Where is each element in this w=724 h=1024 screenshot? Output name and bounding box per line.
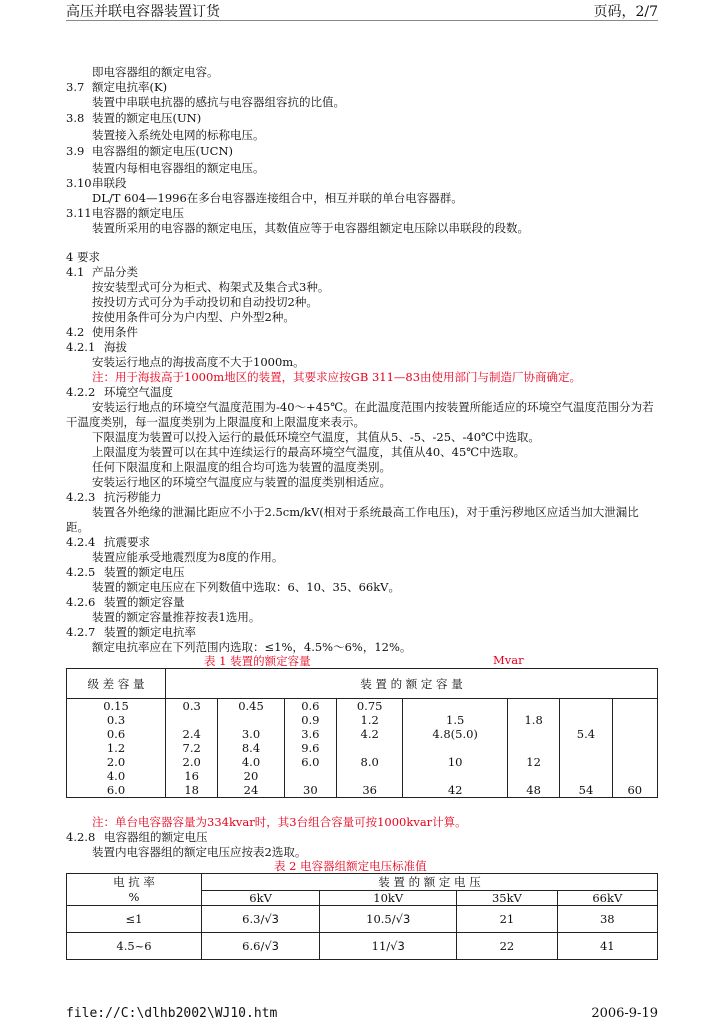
clause-number: 4.2.1 bbox=[66, 340, 96, 354]
clause-3-11 bbox=[66, 206, 184, 221]
text-line: 装置应能承受地震烈度为8度的作用。 bbox=[92, 550, 284, 564]
table2-cell-value: 10.5/ bbox=[366, 912, 396, 926]
clause-heading: 电容器组的额定电压(UCN) bbox=[92, 144, 234, 158]
text-line: DL/T 604—1996在多台电容器连接组合中，相互并联的单台电容器群。 bbox=[92, 191, 463, 205]
text-line: 装置所采用的电容器的额定电压，其数值应等于电容器组额定电压除以串联段的段数。 bbox=[92, 221, 529, 235]
clause-number: 4.2.6 bbox=[66, 595, 96, 609]
table1-step: 2.0 bbox=[67, 755, 166, 769]
clause-number: 4.2.8 bbox=[66, 830, 96, 844]
table1-cell bbox=[403, 699, 508, 714]
text-line: 装置的额定容量推荐按表1选用。 bbox=[92, 610, 261, 624]
table1-cell: 4.8(5.0) bbox=[403, 727, 508, 741]
table2-col-35kv: 35kV bbox=[457, 891, 557, 906]
file-path: file://C:\dlhb2002\WJ10.htm bbox=[66, 1006, 278, 1021]
clause-4-1 bbox=[66, 265, 138, 280]
table1-cell bbox=[507, 727, 559, 741]
table2-cell-value: 6.6/ bbox=[242, 939, 265, 953]
table2-left-header-1: 电 抗 率 bbox=[113, 874, 155, 889]
text-line: 按投切方式可分为手动投切和自动投切2种。 bbox=[92, 295, 318, 309]
text-line: 上限温度为装置可以在其中连续运行的最高环境空气温度，其值从40、45℃中选取。 bbox=[92, 445, 526, 459]
table1-cell: 7.2 bbox=[166, 741, 218, 755]
table1-cell: 10 bbox=[403, 755, 508, 769]
table1-cell: 0.9 bbox=[284, 713, 336, 727]
table1-cell: 1.5 bbox=[403, 713, 508, 727]
table1-cell: 4.2 bbox=[337, 727, 403, 741]
table2-ratio: ≤1 bbox=[67, 906, 202, 933]
clause-heading: 海拔 bbox=[104, 340, 127, 354]
table1-step: 1.2 bbox=[67, 741, 166, 755]
print-date: 2006-9-19 bbox=[591, 1006, 658, 1021]
text-line: 按使用条件可分为户内型、户外型2种。 bbox=[92, 310, 295, 324]
table1-cell bbox=[507, 741, 559, 755]
table1-cell bbox=[403, 741, 508, 755]
table2-header: 装 置 的 额 定 电 压 bbox=[202, 874, 658, 891]
clause-number: 4.2.7 bbox=[66, 625, 96, 639]
text-paragraph: 装置各外绝缘的泄漏比距应不小于2.5cm/kV(相对于系统最高工作电压)，对于重污秽地区应适当加大泄漏比距。 bbox=[66, 505, 639, 534]
table1-cell: 48 bbox=[507, 783, 559, 798]
table1-cell: 60 bbox=[612, 783, 657, 798]
clause-4-2-8 bbox=[66, 830, 208, 845]
text-line: 装置内电容器组的额定电压应按表2选取。 bbox=[92, 845, 307, 859]
clause-4-2-4 bbox=[66, 535, 150, 550]
table2-caption: 表 2 电容器组额定电压标准值 bbox=[274, 859, 427, 873]
table1-cell bbox=[560, 699, 612, 714]
clause-heading: 串联段 bbox=[92, 176, 127, 190]
clause-4-2-2 bbox=[66, 385, 173, 400]
table1-cell: 8.0 bbox=[337, 755, 403, 769]
table1-cell bbox=[218, 713, 284, 727]
table2-left-header-2: % bbox=[128, 889, 140, 904]
table-row bbox=[67, 769, 658, 783]
text-line: 装置接入系统处电网的标称电压。 bbox=[92, 128, 265, 142]
table1-cell bbox=[166, 713, 218, 727]
table-row bbox=[67, 783, 658, 798]
clause-heading: 装置的额定电抗率 bbox=[104, 625, 196, 639]
table2-cell bbox=[320, 933, 457, 960]
page-footer bbox=[66, 1006, 658, 1021]
table1-cell: 12 bbox=[507, 755, 559, 769]
clause-number: 4.2.3 bbox=[66, 490, 96, 504]
table1-cell: 0.75 bbox=[337, 699, 403, 714]
table1-cell bbox=[612, 755, 657, 769]
sqrt-symbol: √3 bbox=[390, 939, 405, 953]
table1-cell bbox=[560, 769, 612, 783]
table1-col0-header: 级 差 容 量 bbox=[67, 669, 166, 699]
note-line: 注：用于海拔高于1000m地区的装置，其要求应按GB 311—83由使用部门与制造厂协商确定。 bbox=[92, 370, 582, 384]
table1-cell: 1.2 bbox=[337, 713, 403, 727]
table1-cell bbox=[560, 755, 612, 769]
table1-cell bbox=[337, 741, 403, 755]
table1-cell: 2.4 bbox=[166, 727, 218, 741]
table1-step: 0.6 bbox=[67, 727, 166, 741]
table1-cell: 18 bbox=[166, 783, 218, 798]
section-heading: 4 要求 bbox=[66, 250, 100, 264]
table1-cell: 1.8 bbox=[507, 713, 559, 727]
table1-cell bbox=[403, 769, 508, 783]
text-line: 安装运行地点的海拔高度不大于1000m。 bbox=[92, 355, 305, 369]
table1-cell: 3.6 bbox=[284, 727, 336, 741]
table2-col-66kv: 66kV bbox=[557, 891, 657, 906]
text-line: 任何下限温度和上限温度的组合均可选为装置的温度类别。 bbox=[92, 460, 391, 474]
table-row bbox=[67, 741, 658, 755]
table1-cell bbox=[507, 699, 559, 714]
table1-cell: 20 bbox=[218, 769, 284, 783]
header-divider bbox=[66, 20, 658, 21]
page-header bbox=[0, 0, 724, 22]
table1-cell: 5.4 bbox=[560, 727, 612, 741]
clause-4-2-5 bbox=[66, 565, 185, 580]
sqrt-symbol: √3 bbox=[264, 912, 279, 926]
clause-heading: 电容器的额定电压 bbox=[92, 206, 184, 220]
clause-heading: 装置的额定容量 bbox=[104, 595, 185, 609]
table2-cell-value: 6.3/ bbox=[242, 912, 265, 926]
table1-cell: 0.6 bbox=[284, 699, 336, 714]
clause-heading: 使用条件 bbox=[92, 325, 138, 339]
table1-step: 0.3 bbox=[67, 713, 166, 727]
table1-cell: 24 bbox=[218, 783, 284, 798]
clause-number: 3.8 bbox=[66, 111, 85, 125]
table2-cell: 22 bbox=[457, 933, 557, 960]
sqrt-symbol: √3 bbox=[395, 912, 411, 926]
table1-cell: 6.0 bbox=[284, 755, 336, 769]
clause-4-2-7 bbox=[66, 625, 196, 640]
table1-cell bbox=[284, 769, 336, 783]
clause-number: 3.10 bbox=[66, 176, 92, 190]
table1-step: 4.0 bbox=[67, 769, 166, 783]
page-number: 页码，2/7 bbox=[593, 4, 658, 20]
clause-4-2-1 bbox=[66, 340, 127, 355]
table-row bbox=[67, 713, 658, 727]
table1-header: 装 置 的 额 定 容 量 bbox=[166, 669, 658, 699]
sqrt-symbol: √3 bbox=[264, 939, 279, 953]
table2-col-6kv: 6kV bbox=[202, 891, 320, 906]
clause-3-7 bbox=[66, 80, 167, 95]
table2-cell: 41 bbox=[557, 933, 657, 960]
table2-cell-value: 11/ bbox=[371, 939, 391, 953]
text-line: 按安装型式可分为柜式、构架式及集合式3种。 bbox=[92, 280, 330, 294]
clause-heading: 额定电抗率(K) bbox=[92, 80, 168, 94]
table1-step: 6.0 bbox=[67, 783, 166, 798]
clause-number: 3.9 bbox=[66, 144, 85, 158]
table1-cell: 4.0 bbox=[218, 755, 284, 769]
text-line: 额定电抗率应在下列范围内选取：≤1%，4.5%～6%，12%。 bbox=[92, 640, 412, 654]
document-title: 高压并联电容器装置订货 bbox=[66, 4, 220, 20]
clause-number: 4.2 bbox=[66, 325, 85, 339]
table-row bbox=[67, 727, 658, 741]
clause-heading: 抗污秽能力 bbox=[104, 490, 162, 504]
table2-cell: 38 bbox=[557, 906, 657, 933]
text-line: 即电容器组的额定电容。 bbox=[92, 65, 219, 79]
clause-number: 4.2.5 bbox=[66, 565, 96, 579]
table1-cell: 0.3 bbox=[166, 699, 218, 714]
clause-number: 3.7 bbox=[66, 80, 85, 94]
table1-cell: 42 bbox=[403, 783, 508, 798]
table2-cell bbox=[320, 906, 457, 933]
table1-cell: 9.6 bbox=[284, 741, 336, 755]
clause-number: 4.2.4 bbox=[66, 535, 96, 549]
table1-cell bbox=[337, 769, 403, 783]
table1-cell: 3.0 bbox=[218, 727, 284, 741]
table1-caption: 表 1 装置的额定容量 bbox=[204, 654, 311, 668]
table1-cell: 54 bbox=[560, 783, 612, 798]
clause-heading: 抗震要求 bbox=[104, 535, 150, 549]
table1-cell bbox=[560, 713, 612, 727]
clause-3-9 bbox=[66, 144, 233, 159]
text-paragraph: 安装运行地点的环境空气温度范围为-40～+45℃。在此温度范围内按装置所能适应的环境空气温度范围分为若干温度类别，每一温度类别为上限温度和上限温度来表示。 bbox=[66, 400, 654, 429]
text-line: 装置内每相电容器组的额定电压。 bbox=[92, 161, 265, 175]
text-line: 装置的额定电压应在下列数值中选取：6、10、35、66kV。 bbox=[92, 580, 400, 594]
clause-number: 3.11 bbox=[66, 206, 92, 220]
table1-cell: 30 bbox=[284, 783, 336, 798]
capacity-table bbox=[66, 668, 658, 798]
table2-col-10kv: 10kV bbox=[320, 891, 457, 906]
table2-left-header bbox=[67, 874, 202, 906]
table1-cell: 0.45 bbox=[218, 699, 284, 714]
table1-cell bbox=[612, 727, 657, 741]
table-row bbox=[67, 699, 658, 714]
table1-cell bbox=[612, 699, 657, 714]
note-line: 注：单台电容器容量为334kvar时，其3台组合容量可按1000kvar计算。 bbox=[92, 815, 467, 829]
clause-heading: 电容器组的额定电压 bbox=[104, 830, 208, 844]
table1-unit: Mvar bbox=[493, 653, 524, 667]
table1-cell bbox=[612, 769, 657, 783]
clause-heading: 装置的额定电压 bbox=[104, 565, 185, 579]
text-line: 安装运行地区的环境空气温度应与装置的温度类别相适应。 bbox=[92, 475, 391, 489]
clause-number: 4.2.2 bbox=[66, 385, 96, 399]
clause-heading: 环境空气温度 bbox=[104, 385, 173, 399]
table1-cell bbox=[507, 769, 559, 783]
table2-ratio: 4.5~6 bbox=[67, 933, 202, 960]
table2-cell bbox=[202, 906, 320, 933]
table1-cell bbox=[560, 741, 612, 755]
table1-cell: 16 bbox=[166, 769, 218, 783]
table1-cell: 2.0 bbox=[166, 755, 218, 769]
table-row bbox=[67, 755, 658, 769]
clause-4-2-6 bbox=[66, 595, 185, 610]
text-line: 下限温度为装置可以投入运行的最低环境空气温度，其值从5、-5、-25、-40℃中选取。 bbox=[92, 430, 540, 444]
clause-number: 4.1 bbox=[66, 265, 85, 279]
table1-cell bbox=[612, 741, 657, 755]
table1-cell: 36 bbox=[337, 783, 403, 798]
text-line: 装置中串联电抗器的感抗与电容器组容抗的比值。 bbox=[92, 95, 345, 109]
clause-4-2-3 bbox=[66, 490, 162, 505]
table2-cell: 21 bbox=[457, 906, 557, 933]
clause-3-10 bbox=[66, 176, 127, 191]
voltage-table bbox=[66, 873, 658, 960]
table1-cell bbox=[612, 713, 657, 727]
table1-step: 0.15 bbox=[67, 699, 166, 714]
clause-4-2 bbox=[66, 325, 138, 340]
clause-heading: 产品分类 bbox=[92, 265, 138, 279]
table1-cell: 8.4 bbox=[218, 741, 284, 755]
clause-3-8 bbox=[66, 111, 201, 126]
table2-cell bbox=[202, 933, 320, 960]
clause-heading: 装置的额定电压(UN) bbox=[92, 111, 202, 125]
